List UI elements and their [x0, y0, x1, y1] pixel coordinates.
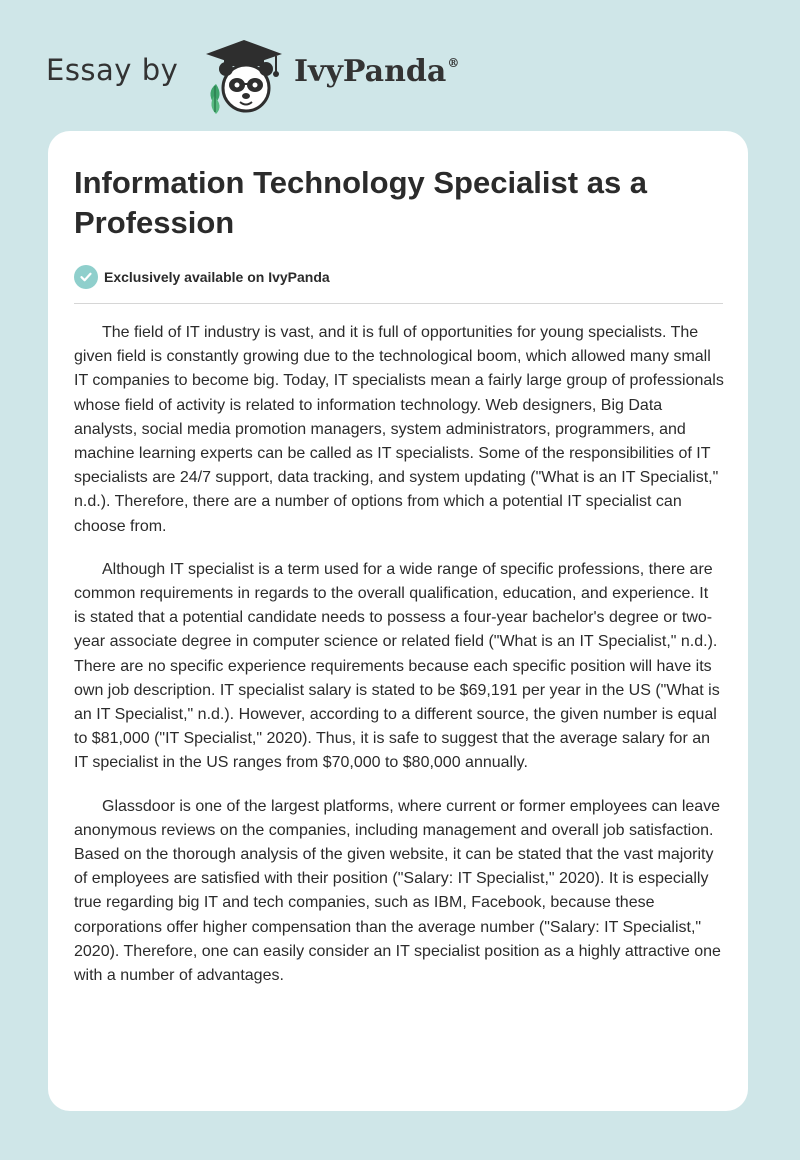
brand-name[interactable]: [294, 54, 459, 89]
exclusive-badge: [74, 264, 330, 290]
ivy-leaf-icon: [210, 84, 219, 114]
essay-card: [48, 131, 748, 1111]
ivypanda-logo-icon[interactable]: [202, 36, 286, 114]
essay-by-label: Essay by: [46, 53, 179, 87]
paragraph: Although IT specialist is a term used for a wide range of specific professions, there are common requirements in regards to the overall qualification, education, and experience. It is stated that a potential candidate needs to possess a four-year bachelor's degree or two-year associate degree in computer science or related field ("What is an IT Specialist," n.d.). There are no specific experience requirements because each specific position will have its own job description. IT specialist salary is stated to be $69,191 per year in the US ("What is an IT Specialist," n.d.). However, according to a different source, the given number is equal to $81,000 ("IT Specialist," 2020). Thus, it is safe to suggest that the average salary for an IT specialist in the US ranges from $70,000 to $80,000 annually.: [74, 560, 720, 772]
paragraph: Glassdoor is one of the largest platforms, where current or former employees can leave anonymous reviews on the companies, including management and overall job satisfaction. Based on the thorough analysis of the given website, it can be stated that the vast majority of employees are satisfied with their position ("Salary: IT Specialist," 2020). It is especially true regarding big IT and tech companies, such as IBM, Facebook, because these corporations offer higher compensation than the average number ("Salary: IT Specialist," 2020). Therefore, one can easily consider an IT specialist position as a highly attractive one with a number of advantages.: [74, 797, 721, 985]
check-icon: [74, 265, 98, 289]
exclusive-label: Exclusively available on IvyPanda: [104, 269, 330, 285]
divider: [74, 303, 723, 304]
paragraph: The field of IT industry is vast, and it is full of opportunities for young specialists. The given field is constantly growing due to the technological boom, which allowed many small IT companies to become big. Today, IT specialists mean a fairly large group of professionals whose field of activity is related to information technology. Web designers, Big Data analysts, social media promotion managers, system administrators, programmers, and machine learning experts can be called as IT specialists. Some of the responsibilities of IT specialists are 24/7 support, data tracking, and system updating ("What is an IT Specialist," n.d.). Therefore, there are a number of options from which a potential IT specialist can choose from.: [74, 324, 724, 535]
brand-text: IvyPanda: [294, 54, 447, 89]
essay-title: Information Technology Specialist as a Profession: [74, 165, 648, 240]
registered-mark: ®: [447, 56, 460, 70]
essay-body: [74, 321, 724, 1007]
site-header: [46, 36, 546, 116]
